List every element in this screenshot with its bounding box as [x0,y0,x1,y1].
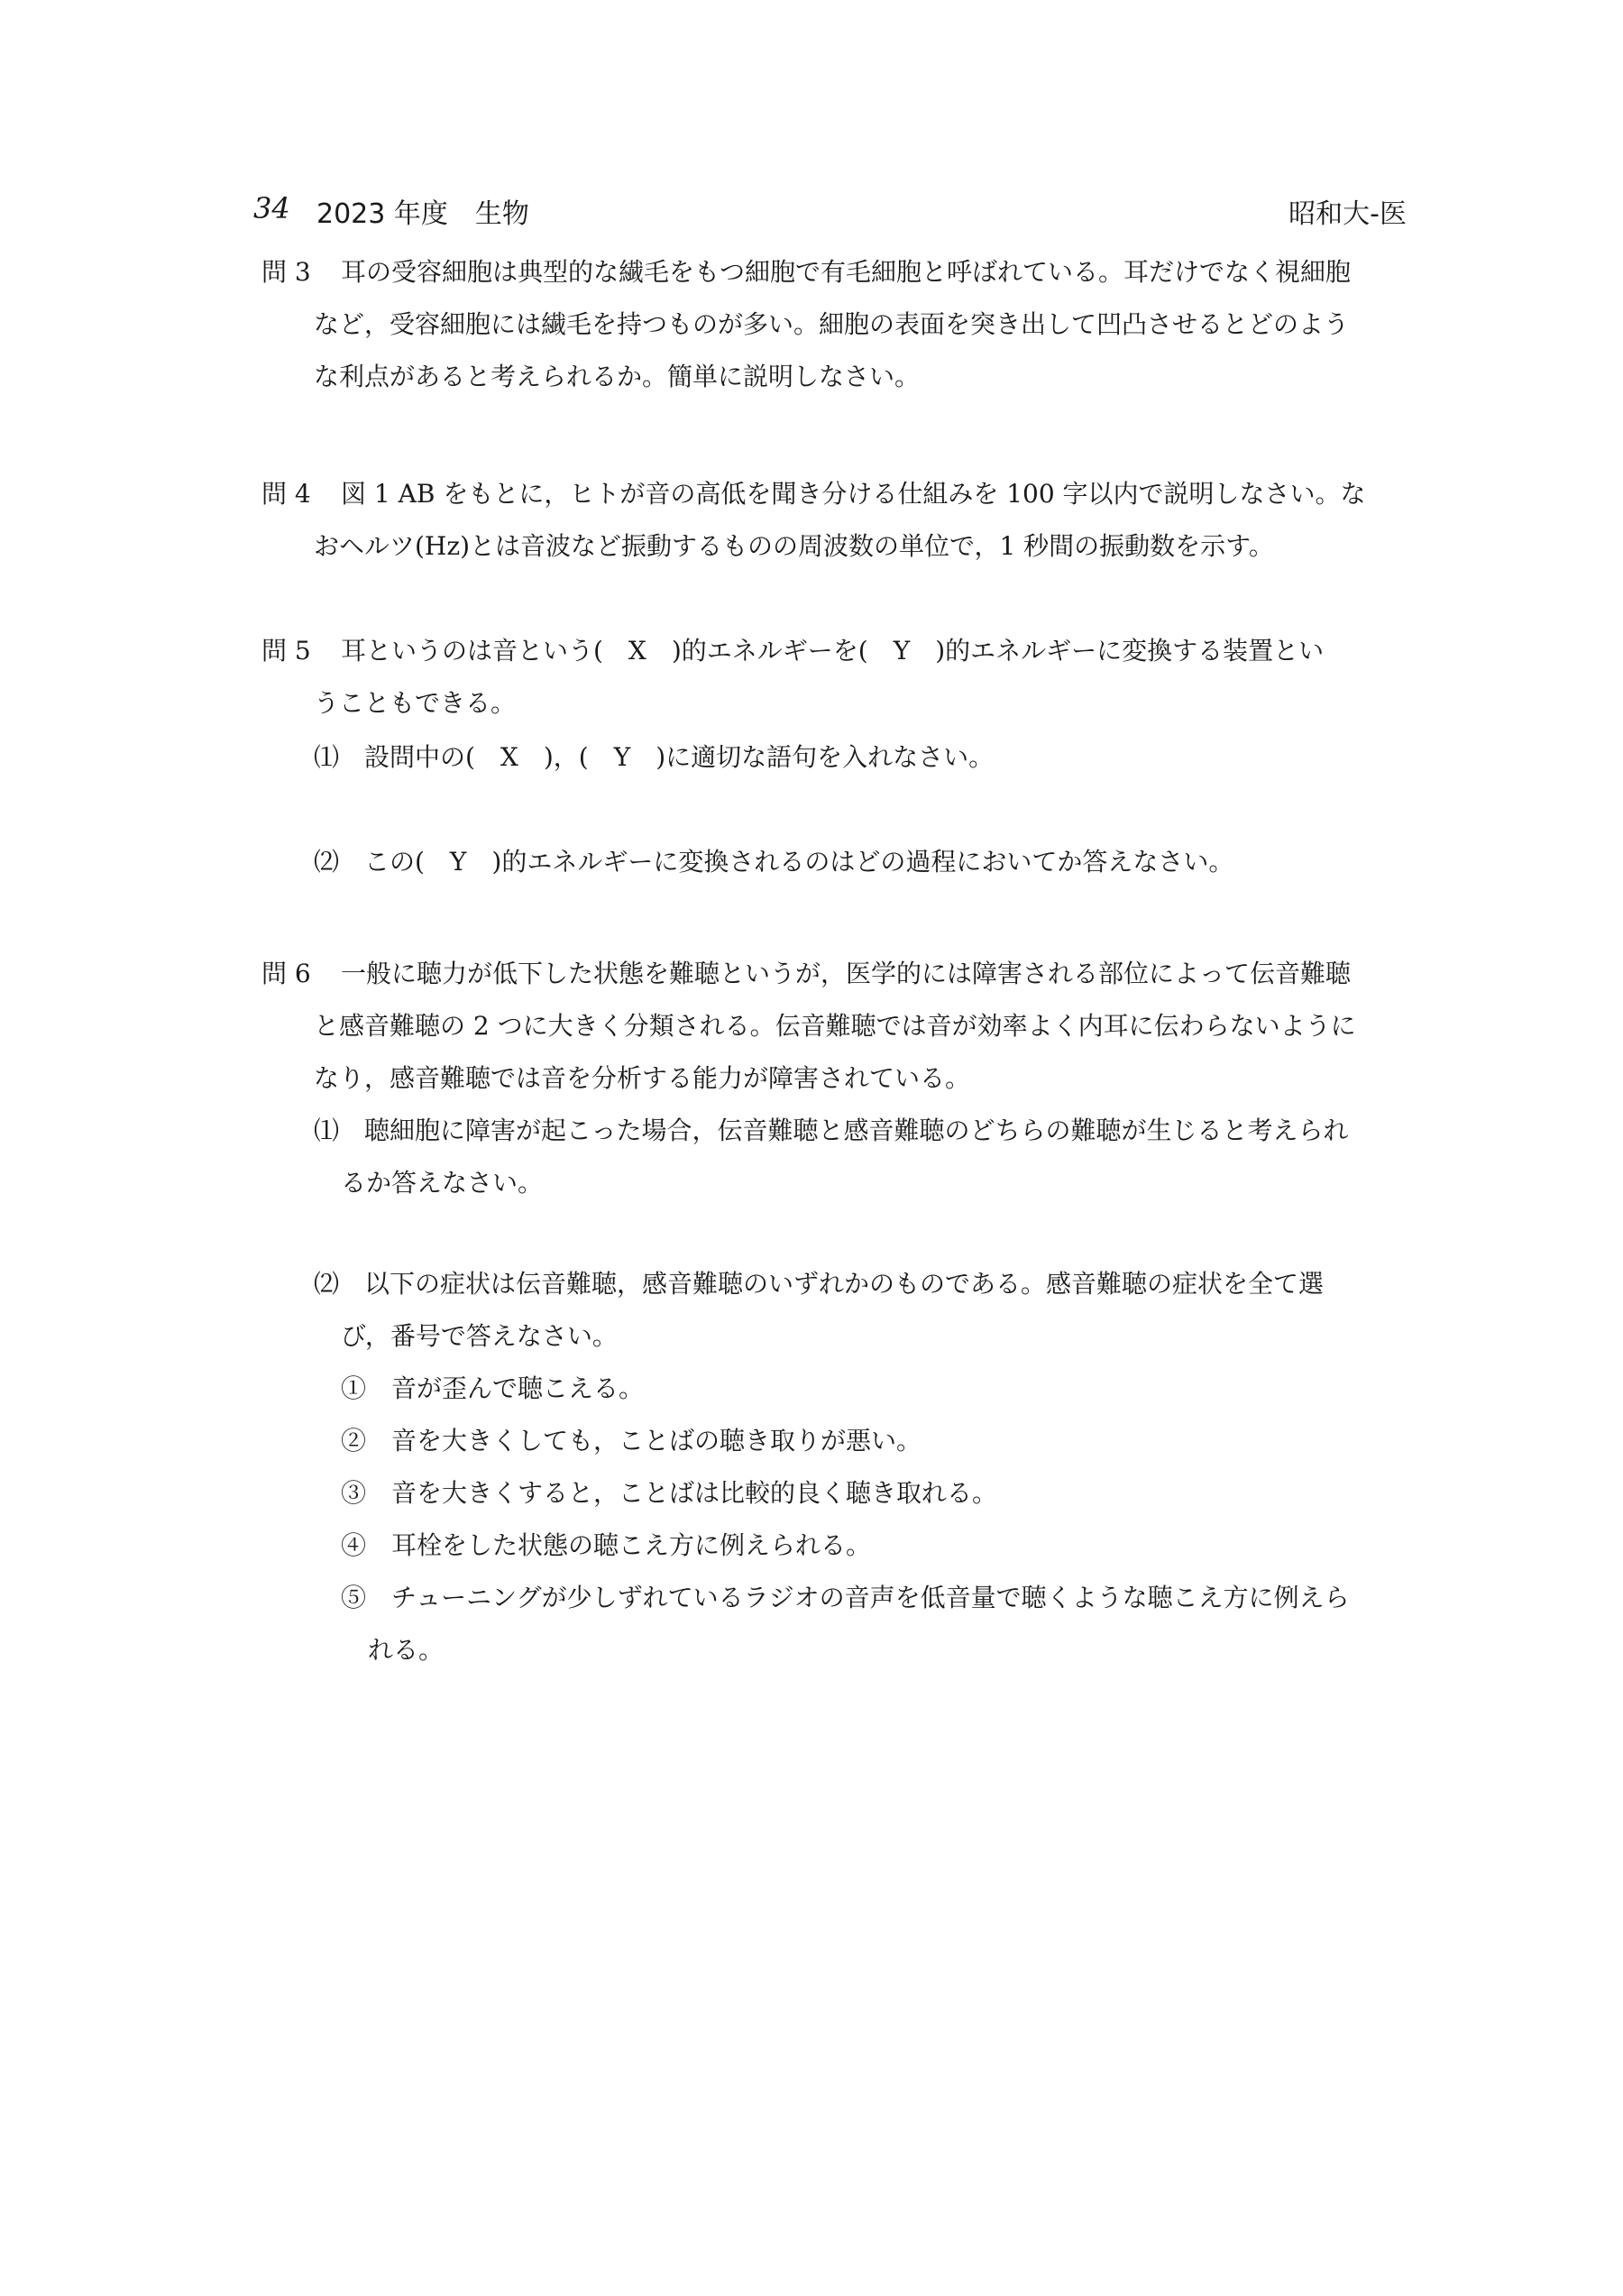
question-label: 問 6 [261,959,311,988]
answer-option-continuation: れる。 [368,1635,445,1665]
answer-option: ④ 耳栓をした状態の聴こえ方に例えられる。 [341,1530,872,1560]
page-number: 34 [253,191,290,225]
question-label: 問 5 [261,636,311,666]
question-text-line: うこともできる。 [314,688,517,718]
question-label: 問 3 [261,257,311,287]
subquestion-1: ⑴ 設問中の( X )，( Y )に適切な語句を入れなさい。 [314,742,995,772]
subquestion-1-line: ⑴ 聴細胞に障害が起こった場合，伝音難聴と感音難聴のどちらの難聴が生じると考えられ [314,1116,1349,1145]
question-text-line: 一般に聴力が低下した状態を難聴というが，医学的には障害される部位によって伝音難聴 [341,959,1352,988]
question-text-line: 耳というのは音という( X )的エネルギーを( Y )的エネルギーに変換する装置とい [341,636,1325,666]
question-label: 問 4 [261,479,311,509]
subquestion-1-line: るか答えなさい。 [341,1168,544,1198]
subquestion-2-line: び，番号で答えなさい。 [341,1321,618,1351]
question-text-line: なり，感音難聴では音を分析する能力が障害されている。 [314,1063,971,1093]
answer-option: ② 音を大きくしても，ことばの聴き取りが悪い。 [341,1426,922,1456]
page-header [253,191,1407,231]
question-text-line: おヘルツ(Hz)とは音波など振動するものの周波数の単位で，1 秒間の振動数を示す。 [314,531,1274,561]
university-label: 昭和大-医 [1288,198,1407,230]
subquestion-2: ⑵ この( Y )的エネルギーに変換されるのはどの過程においてか答えなさい。 [314,847,1234,877]
question-text-line: な利点があると考えられるか。簡単に説明しなさい。 [314,362,921,391]
answer-option: ⑤ チューニングが少しずれているラジオの音声を低音量で聴くような聴こえ方に例えら [341,1583,1350,1612]
question-text-line: など，受容細胞には繊毛を持つものが多い。細胞の表面を突き出して凹凸させるとどのよう [314,309,1350,339]
question-text-line: 耳の受容細胞は典型的な繊毛をもつ細胞で有毛細胞と呼ばれている。耳だけでなく視細胞 [341,257,1352,287]
question-text-line: 図 1 AB をもとに，ヒトが音の高低を聞き分ける仕組みを 100 字以内で説明しなさい。な [341,479,1366,509]
subquestion-2-line: ⑵ 以下の症状は伝音難聴，感音難聴のいずれかのものである。感音難聴の症状を全て選 [314,1269,1325,1299]
question-text-line: と感音難聴の 2 つに大きく分類される。伝音難聴では音が効率よく内耳に伝わらないように [314,1011,1356,1041]
answer-option: ① 音が歪んで聴こえる。 [341,1373,645,1403]
answer-option: ③ 音を大きくすると，ことばは比較的良く聴き取れる。 [341,1478,998,1508]
page-title: 2023 年度 生物 [316,198,529,230]
